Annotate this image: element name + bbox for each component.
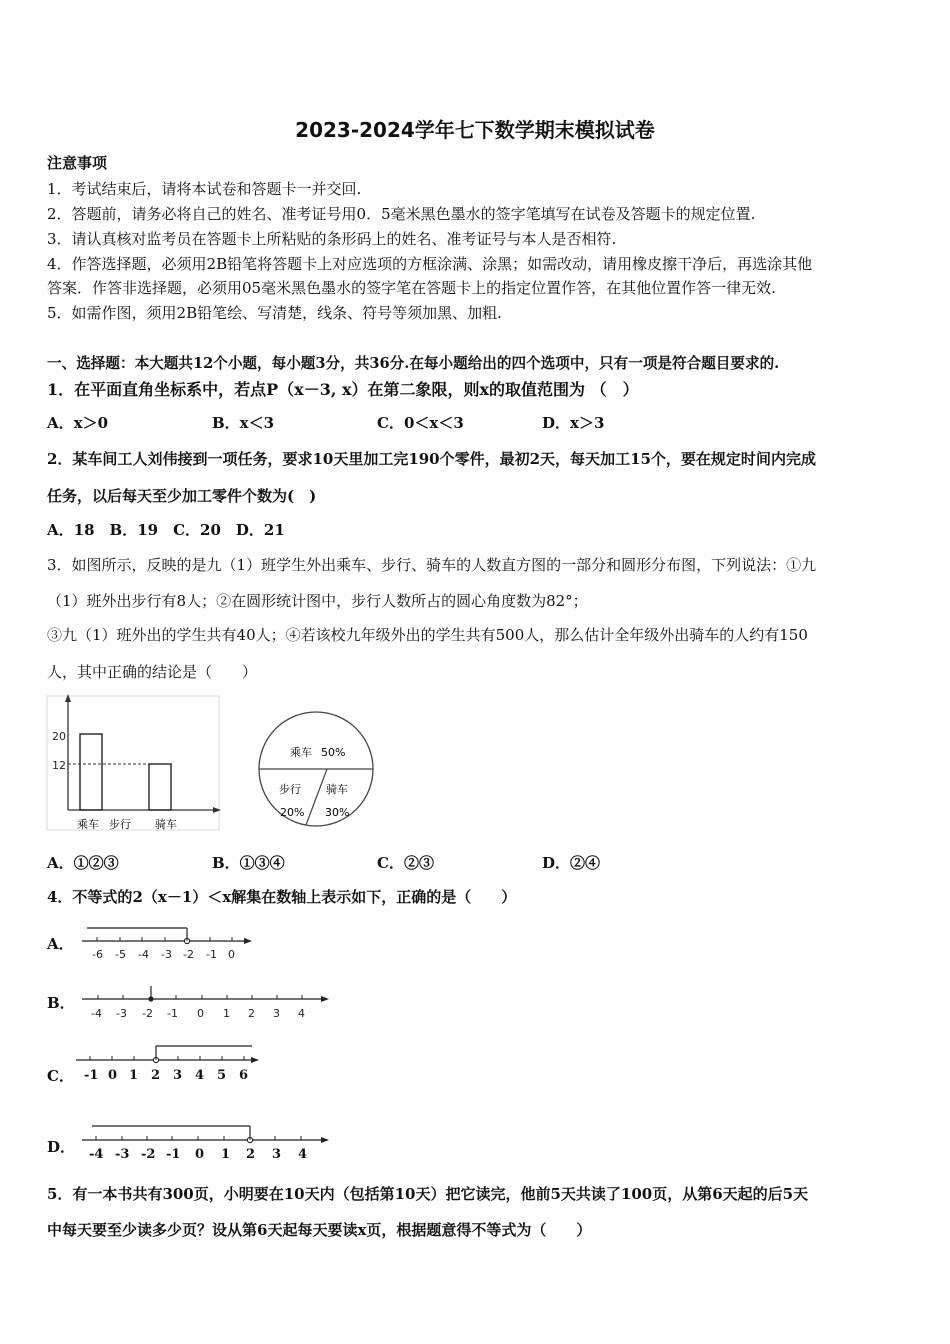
- q2-line-1: 2．某车间工人刘伟接到一项任务，要求10天里加工完190个零件，最初2天，每天加工15个，要在规定时间内完成: [47, 450, 816, 468]
- b-tick-label: 4: [298, 1007, 305, 1020]
- b-tick-label: -4: [91, 1007, 102, 1020]
- notice-item-2: 2．答题前，请务必将自己的姓名、准考证号用0．5毫米黑色墨水的签字笔填写在试卷及答题卡的规定位置.: [47, 205, 756, 223]
- b-tick-label: -2: [142, 1007, 153, 1020]
- q3-line-2: （1）班外出步行有8人；②在圆形统计图中，步行人数所占的圆心角度数为82°；: [47, 592, 588, 610]
- a-tick-label: -2: [183, 948, 194, 961]
- d-tick-label: 0: [195, 1147, 205, 1162]
- q3-option-d: D．②④: [542, 854, 601, 872]
- pie-pct-buxing: 20%: [280, 806, 305, 819]
- d-tick-label: -3: [115, 1147, 130, 1162]
- a-tick-label: 0: [228, 948, 235, 961]
- q1-option-b: B．x＜3: [212, 414, 275, 432]
- c-tick-label: 2: [151, 1068, 161, 1083]
- c-tick-label: 0: [108, 1068, 118, 1083]
- notice-item-3: 3．请认真核对监考员在答题卡上所粘贴的条形码上的姓名、准考证号与本人是否相符.: [47, 230, 617, 248]
- d-tick-label: -2: [141, 1147, 156, 1162]
- q5-line-2: 中每天要至少读多少页？设从第6天起每天要读x页，根据题意得不等式为（ ）: [47, 1221, 592, 1239]
- q4-label-d: D．: [47, 1138, 76, 1156]
- d-tick-label: 2: [246, 1147, 256, 1162]
- notice-item-5: 5．如需作图，须用2B铅笔绘、写清楚，线条、符号等须加黑、加粗.: [47, 304, 502, 322]
- c-tick-label: -1: [84, 1068, 99, 1083]
- q3-figure: [46, 692, 386, 842]
- bar-cat-qiche: 骑车: [155, 818, 177, 831]
- c-tick-label: 3: [173, 1068, 183, 1083]
- c-tick-label: 4: [195, 1068, 205, 1083]
- q2-options: A．18 B．19 C．20 D．21: [47, 521, 285, 539]
- q3-line-4: 人，其中正确的结论是（ ）: [47, 663, 258, 681]
- notice-heading: 注意事项: [47, 154, 108, 172]
- pie-label-buxing: 步行: [279, 783, 301, 796]
- page-title: 2023-2024学年七下数学期末模拟试卷: [295, 118, 655, 142]
- q3-option-c: C．②③: [377, 854, 434, 872]
- c-tick-label: 5: [217, 1068, 227, 1083]
- b-tick-label: 3: [273, 1007, 280, 1020]
- bar-cat-chengche: 乘车: [77, 818, 99, 831]
- q2-line-2: 任务，以后每天至少加工零件个数为( ): [47, 487, 317, 505]
- q3-option-b: B．①③④: [212, 854, 285, 872]
- q4-stem: 4．不等式的2（x－1）＜x解集在数轴上表示如下，正确的是（ ）: [47, 888, 517, 906]
- q4-numberline-a: [80, 922, 260, 964]
- section-heading: 一、选择题：本大题共12个小题，每小题3分，共36分.在每小题给出的四个选项中，只有一项是符合题目要求的.: [47, 355, 780, 372]
- a-tick-label: -3: [161, 948, 172, 961]
- pie-pct-chengche: 50%: [321, 746, 346, 759]
- bar-tick-20: 20: [52, 730, 66, 743]
- a-tick-label: -1: [206, 948, 217, 961]
- q4-label-c: C．: [47, 1067, 74, 1085]
- q4-numberline-d: [80, 1118, 340, 1164]
- q4-numberline-c: [74, 1040, 274, 1086]
- bar-tick-12: 12: [52, 759, 66, 772]
- d-tick-label: 4: [298, 1147, 308, 1162]
- d-tick-label: 3: [272, 1147, 282, 1162]
- d-tick-label: -4: [89, 1147, 104, 1162]
- q4-label-a: A．: [47, 935, 74, 953]
- b-tick-label: -1: [167, 1007, 178, 1020]
- bar-cat-buxing: 步行: [109, 818, 131, 831]
- q3-option-a: A．①②③: [47, 854, 119, 872]
- pie-label-qiche: 骑车: [326, 783, 348, 796]
- notice-item-1: 1．考试结束后，请将本试卷和答题卡一并交回.: [47, 180, 362, 198]
- q5-line-1: 5．有一本书共有300页，小明要在10天内（包括第10天）把它读完，他前5天共读了100页，从第6天起的后5天: [47, 1185, 809, 1203]
- notice-item-4-cont: 答案．作答非选择题，必须用05毫米黑色墨水的签字笔在答题卡上的指定位置作答，在其他位置作答一律无效.: [47, 279, 776, 297]
- a-tick-label: -6: [92, 948, 103, 961]
- b-tick-label: -3: [116, 1007, 127, 1020]
- q1-stem: 1．在平面直角坐标系中，若点P（x－3, x）在第二象限，则x的取值范围为 （ ）: [47, 380, 639, 399]
- b-tick-label: 2: [248, 1007, 255, 1020]
- pie-label-chengche: 乘车: [290, 746, 312, 759]
- notice-item-4: 4．作答选择题，必须用2B铅笔将答题卡上对应选项的方框涂满、涂黑；如需改动，请用橡皮擦干净后，再选涂其他: [47, 255, 813, 273]
- q1-option-a: A．x＞0: [47, 414, 109, 432]
- q1-option-c: C．0＜x＜3: [377, 414, 464, 432]
- d-tick-label: 1: [221, 1147, 231, 1162]
- pie-pct-qiche: 30%: [325, 806, 350, 819]
- c-tick-label: 1: [129, 1068, 139, 1083]
- q4-label-b: B．: [47, 994, 75, 1012]
- b-tick-label: 0: [197, 1007, 204, 1020]
- q3-line-3: ③九（1）班外出的学生共有40人；④若该校九年级外出的学生共有500人，那么估计全年级外出骑车的人约有150: [47, 626, 808, 644]
- a-tick-label: -5: [115, 948, 126, 961]
- d-tick-label: -1: [166, 1147, 181, 1162]
- b-tick-label: 1: [223, 1007, 230, 1020]
- c-tick-label: 6: [239, 1068, 249, 1083]
- q1-option-d: D．x＞3: [542, 414, 605, 432]
- q4-numberline-b: [80, 980, 340, 1024]
- q3-line-1: 3．如图所示，反映的是九（1）班学生外出乘车、步行、骑车的人数直方图的一部分和圆形分布图，下列说法：①九: [47, 556, 817, 574]
- a-tick-label: -4: [138, 948, 149, 961]
